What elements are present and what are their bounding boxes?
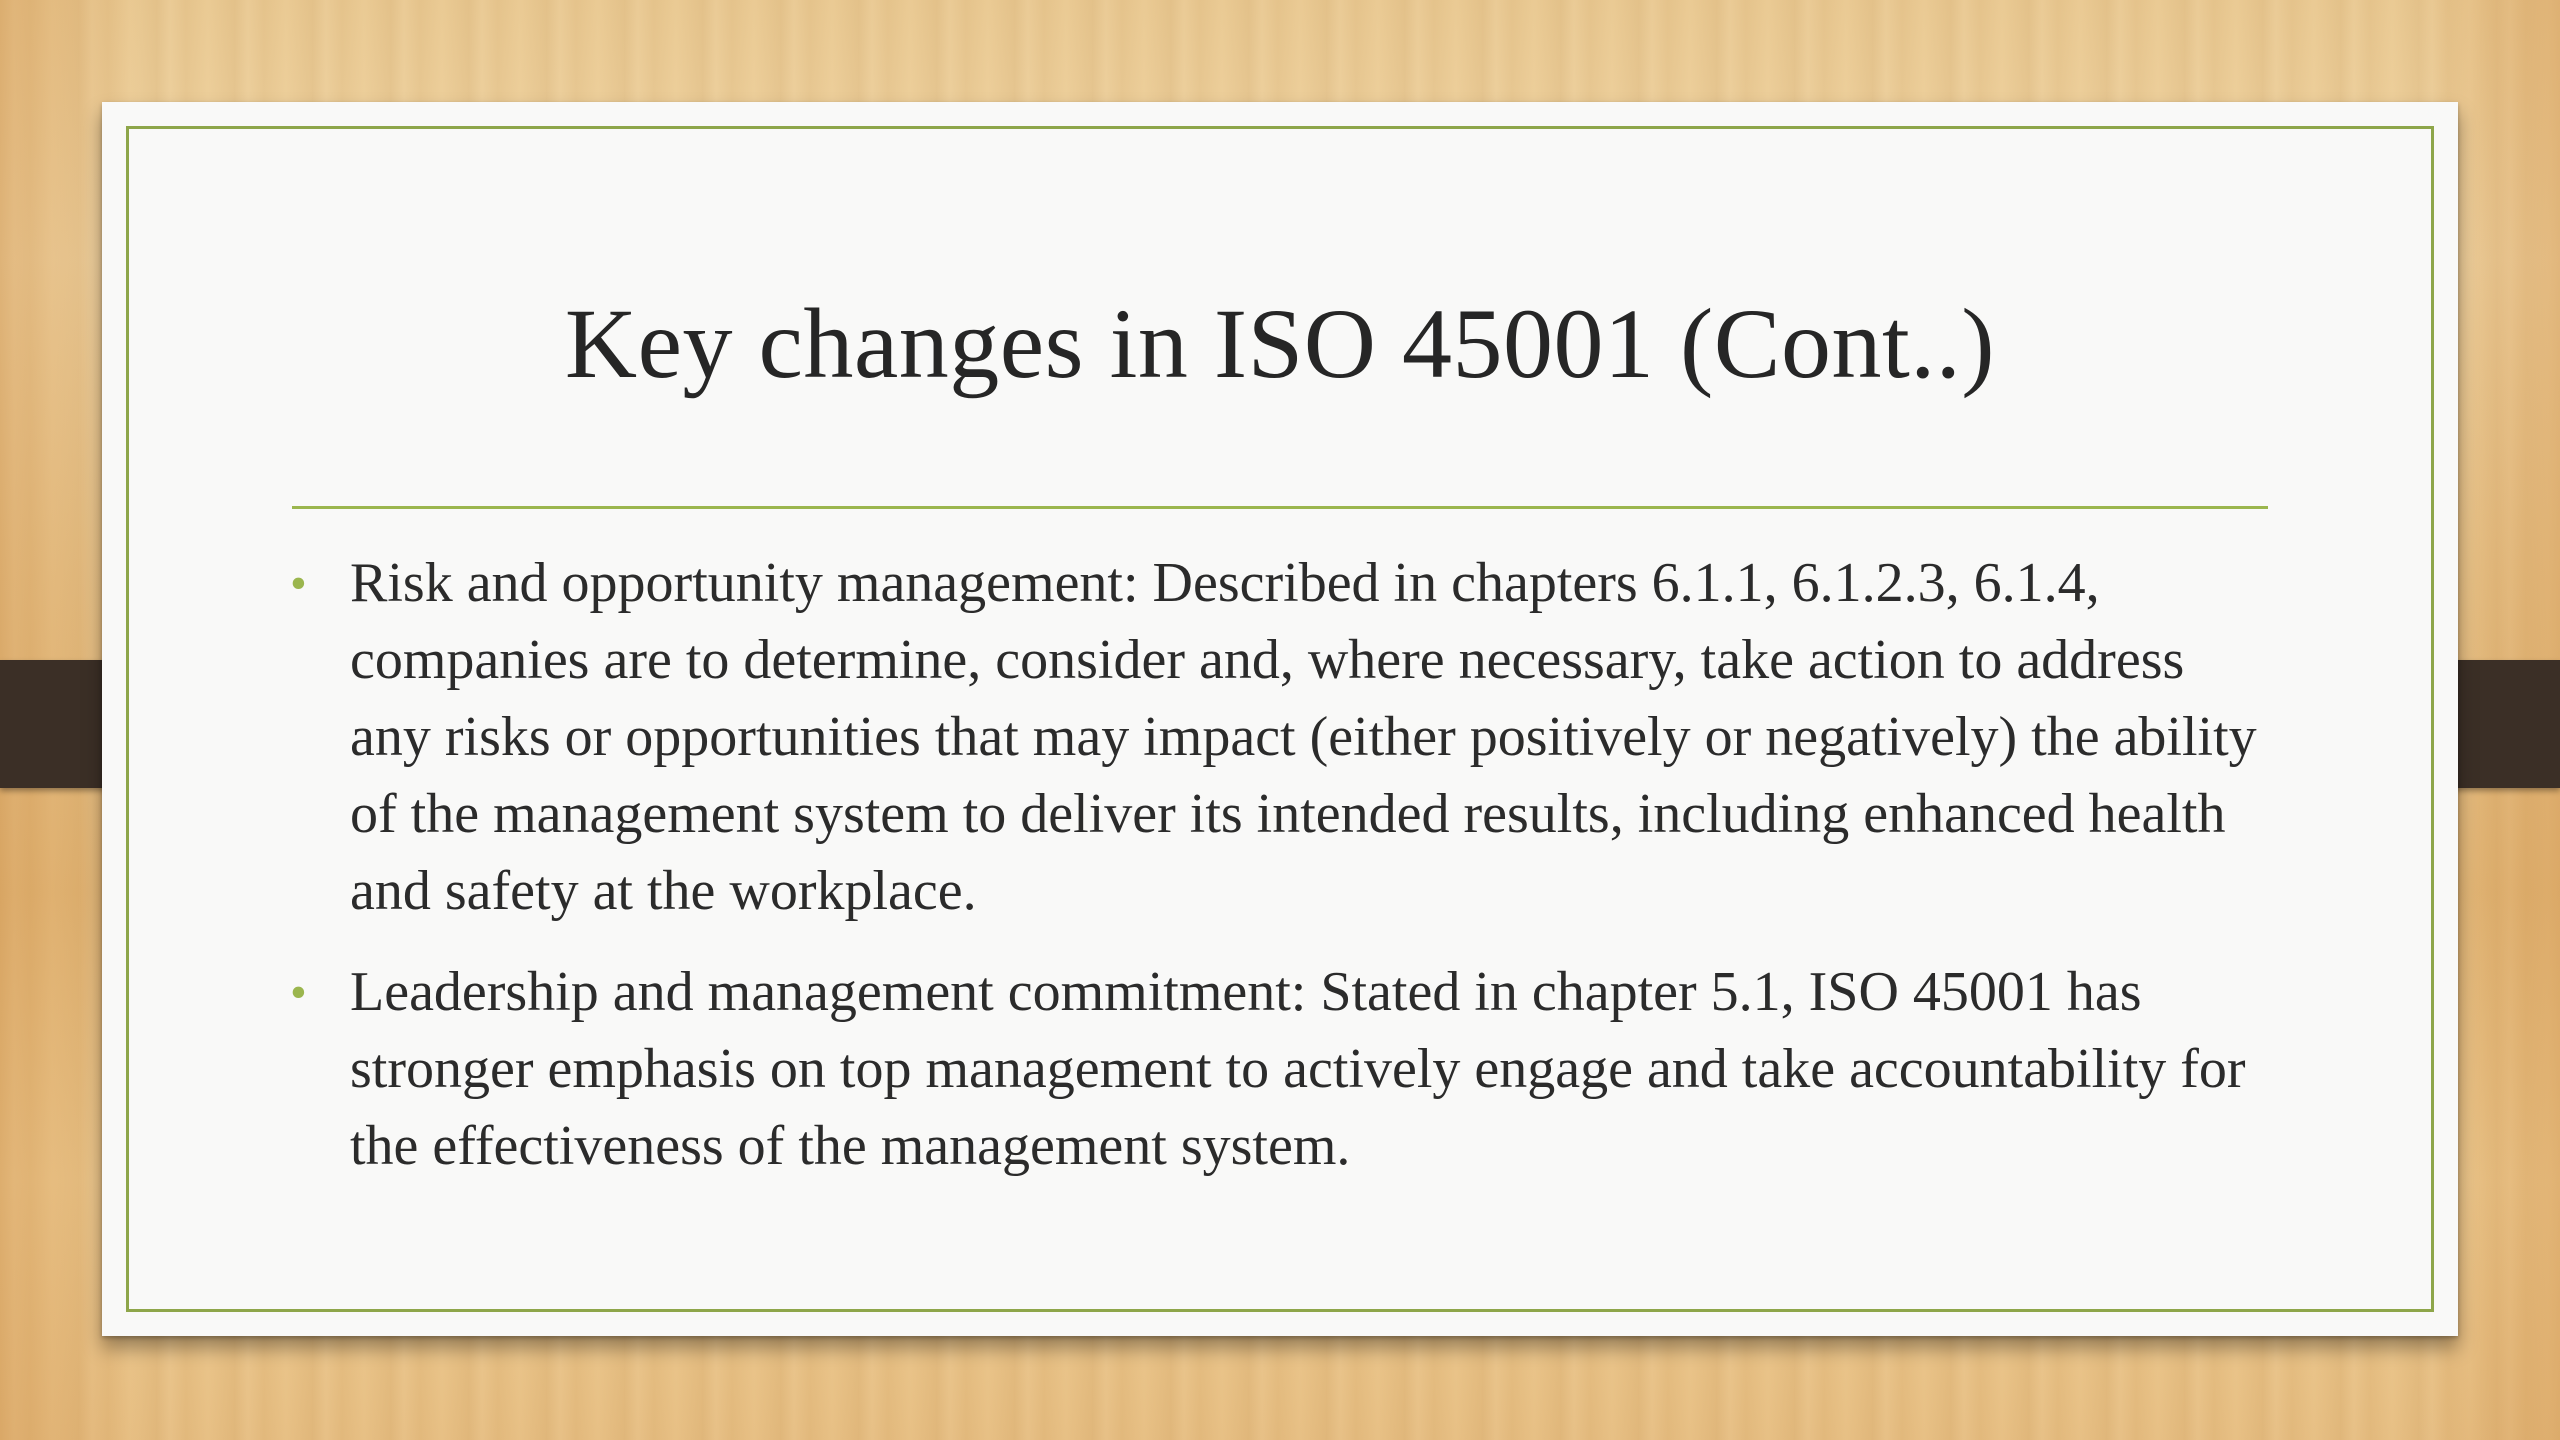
slide (102, 102, 2458, 1336)
bullet-text: Risk and opportunity management: Described in chapters 6.1.1, 6.1.2.3, 6.1.4, companies are to determine, consider and, where necessary, take action to address any risks or opportunities that may impact (either positively or negatively) the ability of the management system to deliver its intended results, including enhanced health and safety at the workplace. (350, 552, 2257, 922)
slide-title: Key changes in ISO 45001 (Cont..) (564, 288, 1996, 399)
title-divider (292, 506, 2268, 509)
bullet-item-risk-opportunity (290, 545, 2270, 930)
bullet-text: Leadership and management commitment: Stated in chapter 5.1, ISO 45001 has stronger emphasis on top management to actively engage and take accountability for the effectiveness of the management system. (350, 961, 2246, 1177)
bullet-marker-icon: • (290, 557, 307, 610)
bullet-list (290, 545, 2270, 1209)
bullet-marker-icon: • (290, 966, 307, 1019)
bullet-item-leadership (290, 954, 2270, 1185)
